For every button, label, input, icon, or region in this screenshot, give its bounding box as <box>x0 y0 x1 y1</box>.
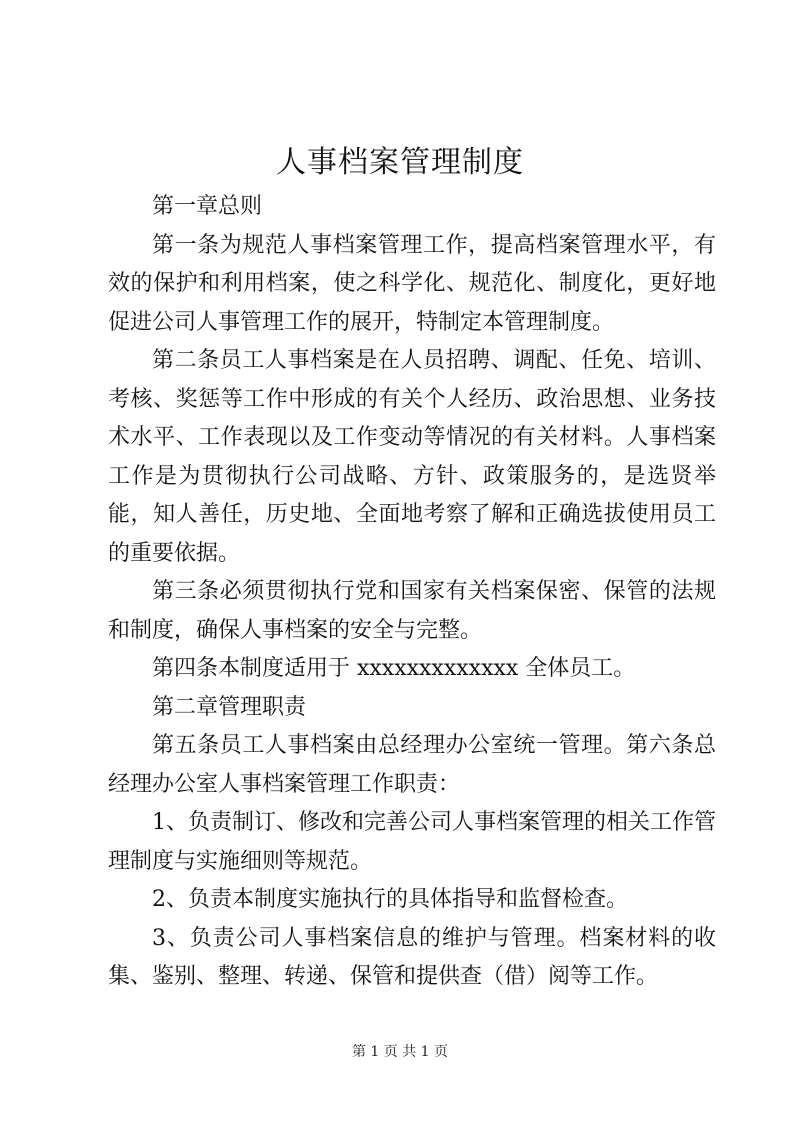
article-3: 第三条必须贯彻执行党和国家有关档案保密、保管的法规和制度，确保人事档案的安全与完整。 <box>108 579 716 643</box>
article-1: 第一条为规范人事档案管理工作，提高档案管理水平，有效的保护和利用档案，使之科学化、规范化、制度化，更好地促进公司人事管理工作的展开，特制定本管理制度。 <box>108 232 716 335</box>
article-4: 第四条本制度适用于 xxxxxxxxxxxxx 全体员工。 <box>152 656 636 681</box>
chapter-heading-2: 第二章管理职责 <box>152 694 307 720</box>
article-2: 第二条员工人事档案是在人员招聘、调配、任免、培训、考核、奖惩等工作中形成的有关个人经历、政治思想、业务技术水平、工作表现以及工作变动等情况的有关材料。人事档案工作是为贯彻执行公司战略、方针、政策服务的，是选贤举能，知人善任，历史地、全面地考察了解和正确选拔使用员工的重要依据。 <box>108 348 716 566</box>
article-5-6: 第五条员工人事档案由总经理办公室统一管理。第六条总经理办公室人事档案管理工作职责： <box>108 733 716 797</box>
page-footer: 第 1 页 共 1 页 <box>351 1044 449 1060</box>
document-title: 人事档案管理制度 <box>276 145 524 180</box>
duty-item-3: 3、负责公司人事档案信息的维护与管理。档案材料的收集、鉴别、整理、转递、保管和提供查（借）阅等工作。 <box>108 925 716 989</box>
duty-item-2: 2、负责本制度实施执行的具体指导和监督检查。 <box>152 887 628 912</box>
duty-item-1: 1、负责制订、修改和完善公司人事档案管理的相关工作管理制度与实施细则等规范。 <box>108 810 716 874</box>
chapter-heading-1: 第一章总则 <box>152 194 263 219</box>
document-body <box>108 188 716 997</box>
